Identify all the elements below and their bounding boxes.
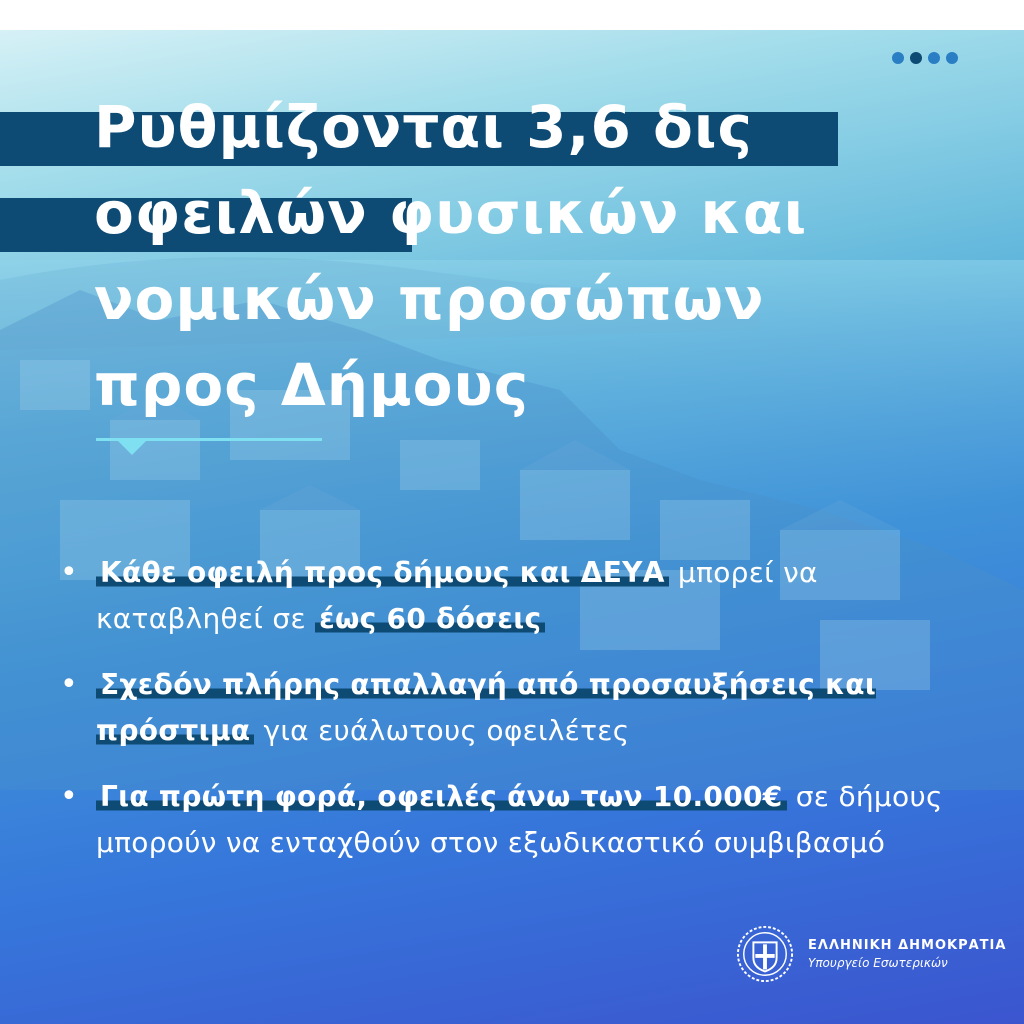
bullet-1-bold-2: έως 60 δόσεις [315, 602, 545, 635]
bullet-item-2 [60, 662, 970, 754]
logo-title: ΕΛΛΗΝΙΚΗ ΔΗΜΟΚΡΑΤΙΑ [808, 938, 1007, 953]
background [0, 30, 1024, 1024]
title-line-3 [94, 258, 765, 340]
bullet-3-text: σε δήμους μπορούν να ενταχθούν στον εξωδικαστικό συμβιβασμό [96, 780, 943, 859]
bullet-3-bold: Για πρώτη φορά, οφειλές άνω των 10.000€ [96, 780, 787, 813]
logo-subtitle: Υπουργείο Εσωτερικών [808, 956, 948, 970]
ministry-logo [736, 925, 1006, 983]
divider-notch-icon [118, 441, 146, 455]
dot-2 [910, 52, 922, 64]
bullet-mark: • [60, 667, 78, 702]
bullet-item-3 [60, 774, 970, 866]
title-line-2-rest: φυσικών και [367, 179, 808, 247]
carousel-dots-icon [892, 52, 958, 64]
title-line-1-text: Ρυθμίζονται 3,6 δις [94, 93, 753, 161]
bullet-2-bold: Σχεδόν πλήρης απαλλαγή από προσαυξήσεις και πρόστιμα [96, 668, 877, 747]
title-line-2-highlight: οφειλών [94, 179, 368, 247]
dot-3 [928, 52, 940, 64]
title-line-4-text: προς Δήμους [94, 351, 530, 419]
title-line-1 [94, 86, 753, 168]
title-line-4 [94, 344, 529, 426]
bullet-2-text: για ευάλωτους οφειλέτες [254, 714, 630, 747]
title-line-2 [94, 172, 807, 254]
bullet-1-text: μπορεί να καταβληθεί σε [96, 556, 818, 635]
bullet-list [60, 550, 970, 886]
dot-4 [946, 52, 958, 64]
greek-coat-of-arms-icon [736, 925, 794, 983]
bullet-mark: • [60, 555, 78, 590]
bullet-mark: • [60, 779, 78, 814]
bullet-1-bold: Κάθε οφειλή προς δήμους και ΔΕΥΑ [96, 556, 669, 589]
bullet-item-1 [60, 550, 970, 642]
logo-text [808, 938, 1006, 970]
dot-1 [892, 52, 904, 64]
title-line-3-text: νομικών προσώπων [94, 265, 765, 333]
